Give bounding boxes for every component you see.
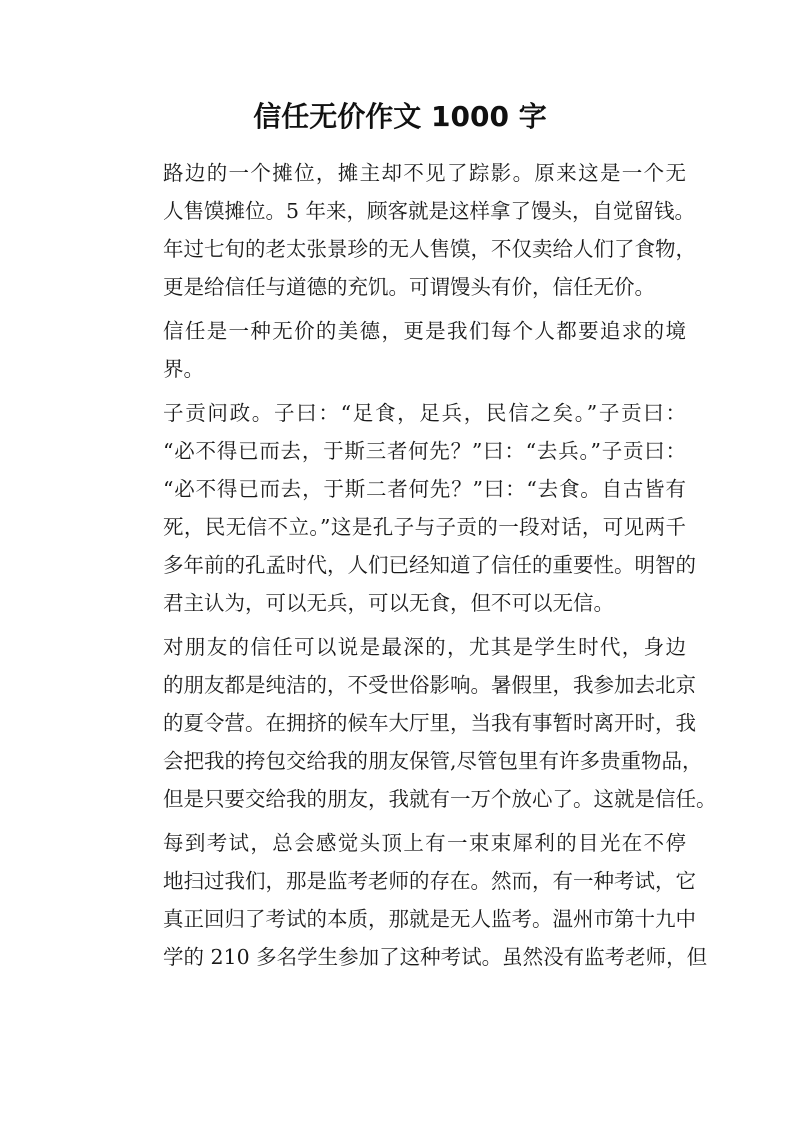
- paragraph-2: [122, 312, 686, 388]
- paragraph-4: [122, 628, 717, 818]
- text-line: 但是只要交给我的朋友，我就有一万个放心了。这就是信任。: [163, 787, 717, 811]
- paragraph-3: [122, 394, 696, 622]
- text-line: 死，民无信不立。”这是孔子与子贡的一段对话，可见两千: [163, 515, 686, 539]
- text-line: 会把我的挎包交给我的朋友保管,尽管包里有许多贵重物品，: [163, 749, 703, 773]
- text-line: 路边的一个摊位，摊主却不见了踪影。原来这是一个无: [163, 161, 686, 185]
- text-line: 对朋友的信任可以说是最深的，尤其是学生时代，身边: [163, 635, 686, 659]
- text-line: 多年前的孔孟时代，人们已经知道了信任的重要性。明智的: [163, 553, 696, 577]
- paragraph-5: [122, 824, 708, 976]
- document-body: [122, 154, 717, 982]
- text-line: 的夏令营。在拥挤的候车大厅里，当我有事暂时离开时，我: [163, 711, 696, 735]
- text-line: 真正回归了考试的本质，那就是无人监考。温州市第十九中: [163, 907, 696, 931]
- paragraph-1: [122, 154, 696, 306]
- text-line: 君主认为，可以无兵，可以无食，但不可以无信。: [163, 591, 614, 615]
- text-line: 的朋友都是纯洁的，不受世俗影响。暑假里，我参加去北京: [163, 673, 696, 697]
- text-line: 学的 210 多名学生参加了这种考试。虽然没有监考老师，但: [163, 945, 708, 969]
- text-line: 界。: [163, 357, 204, 381]
- text-line: 信任是一种无价的美德，更是我们每个人都要追求的境: [163, 319, 686, 343]
- text-line: 每到考试，总会感觉头顶上有一束束犀利的目光在不停: [163, 831, 686, 855]
- text-line: “必不得已而去，于斯三者何先？”曰：“去兵。”子贡曰：: [163, 439, 686, 463]
- text-line: 子贡问政。子曰：“足食，足兵，民信之矣。”子贡曰：: [163, 401, 686, 425]
- text-line: 年过七旬的老太张景珍的无人售馍，不仅卖给人们了食物，: [163, 237, 696, 261]
- document-title: 信任无价作文 1000 字: [253, 100, 547, 133]
- text-line: 地扫过我们，那是监考老师的存在。然而，有一种考试，它: [163, 869, 696, 893]
- text-line: 更是给信任与道德的充饥。可谓馒头有价，信任无价。: [163, 275, 655, 299]
- text-line: “必不得已而去，于斯二者何先？”曰：“去食。自古皆有: [163, 477, 686, 501]
- text-line: 人售馍摊位。5 年来，顾客就是这样拿了馒头，自觉留钱。: [163, 199, 696, 223]
